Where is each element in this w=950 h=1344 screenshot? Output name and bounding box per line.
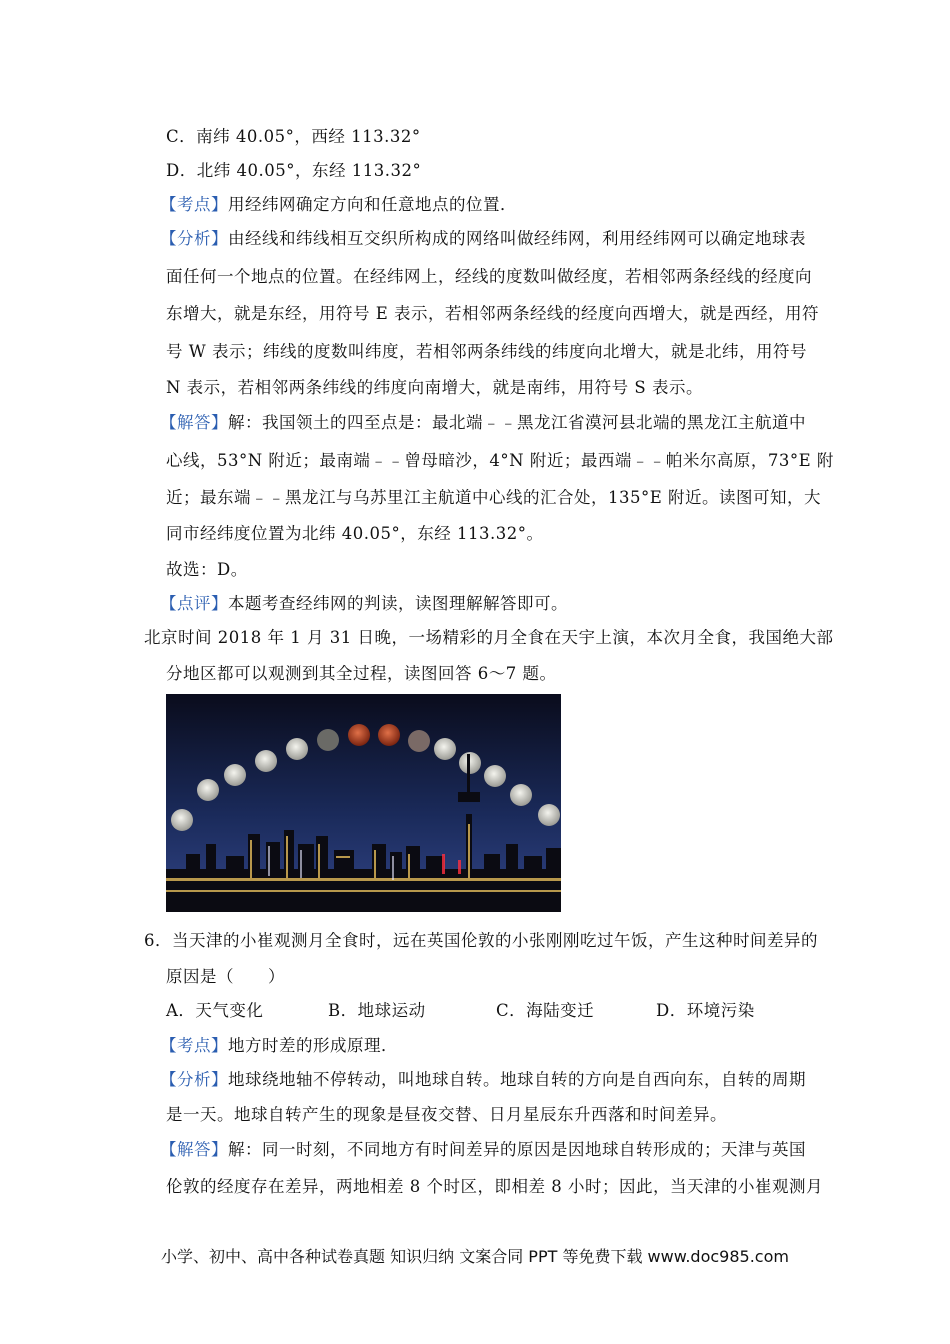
q6-stem-line-2: 原因是（ ） [166,967,285,986]
q6-option-b: B．地球运动 [328,1001,426,1020]
dianping-tag: 【点评】 [160,594,228,613]
q6-option-a: A．天气变化 [166,1001,264,1020]
q6-stem-line-1: 6．当天津的小崔观测月全食时，远在英国伦敦的小张刚刚吃过午饭，产生这种时间差异的 [144,931,818,950]
fenxi-text: 由经线和纬线相互交织所构成的网络叫做经纬网，利用经纬网可以确定地球表 [228,229,806,248]
q5-fenxi-line-3: 东增大，就是东经，用符号 E 表示，若相邻两条经线的经度向西增大，就是西经，用符 [166,304,820,323]
fenxi-text: 地球绕地轴不停转动，叫地球自转。地球自转的方向是自西向东，自转的周期 [228,1070,806,1089]
kaodian-tag: 【考点】 [160,1036,228,1055]
jieda-text: 解：我国领土的四至点是：最北端﹣﹣黑龙江省漠河县北端的黑龙江主航道中 [228,413,806,432]
q6-jieda-line-1 [160,1140,806,1160]
fenxi-tag: 【分析】 [160,1070,228,1089]
intro-line-2: 分地区都可以观测到其全过程，读图回答 6～7 题。 [166,664,557,683]
lunar-eclipse-photo [166,694,561,912]
q6-jieda-line-2: 伦敦的经度存在差异，两地相差 8 个时区，即相差 8 小时；因此，当天津的小崔观测月 [166,1177,823,1196]
jieda-text: 解：同一时刻，不同地方有时间差异的原因是因地球自转形成的；天津与英国 [228,1140,806,1159]
option-d: D．北纬 40.05°，东经 113.32° [166,161,422,180]
q5-kaodian [160,195,517,215]
jieda-tag: 【解答】 [160,413,228,432]
q5-fenxi-line-5: N 表示，若相邻两条纬线的纬度向南增大，就是南纬，用符号 S 表示。 [166,378,703,397]
page-footer: 小学、初中、高中各种试卷真题 知识归纳 文案合同 PPT 等免费下载 www.doc985.com [161,1247,789,1266]
q5-jieda-line-3: 近；最东端﹣﹣黑龙江与乌苏里江主航道中心线的汇合处，135°E 附近。读图可知，大 [166,488,822,507]
q5-answer: 故选：D。 [166,560,248,579]
intro-line-1: 北京时间 2018 年 1 月 31 日晚，一场精彩的月全食在天宇上演，本次月全食，我国绝大部 [144,628,834,647]
q6-option-d: D．环境污染 [656,1001,755,1020]
q6-kaodian [160,1036,398,1056]
q6-fenxi-line-2: 是一天。地球自转产生的现象是昼夜交替、日月星辰东升西落和时间差异。 [166,1105,727,1124]
q6-fenxi-line-1 [160,1070,806,1090]
kaodian-text: 地方时差的形成原理． [228,1036,398,1055]
q5-jieda-line-4: 同市经纬度位置为北纬 40.05°，东经 113.32°。 [166,524,544,543]
q5-fenxi-line-2: 面任何一个地点的位置。在经纬网上，经线的度数叫做经度，若相邻两条经线的经度向 [166,267,812,286]
q5-jieda-line-1 [160,413,806,433]
q6-option-c: C．海陆变迁 [496,1001,595,1020]
kaodian-text: 用经纬网确定方向和任意地点的位置． [228,195,517,214]
jieda-tag: 【解答】 [160,1140,228,1159]
q5-jieda-line-2: 心线，53°N 附近；最南端﹣﹣曾母暗沙，4°N 附近；最西端﹣﹣帕米尔高原，73°E 附 [166,451,834,470]
q5-dianping [160,594,568,614]
q5-fenxi-line-1 [160,229,806,249]
dianping-text: 本题考查经纬网的判读，读图理解解答即可。 [228,594,568,613]
kaodian-tag: 【考点】 [160,195,228,214]
q5-fenxi-line-4: 号 W 表示；纬线的度数叫纬度，若相邻两条纬线的纬度向北增大，就是北纬，用符号 [166,342,807,361]
option-c: C．南纬 40.05°，西经 113.32° [166,127,421,146]
fenxi-tag: 【分析】 [160,229,228,248]
q6-options [166,1001,755,1021]
